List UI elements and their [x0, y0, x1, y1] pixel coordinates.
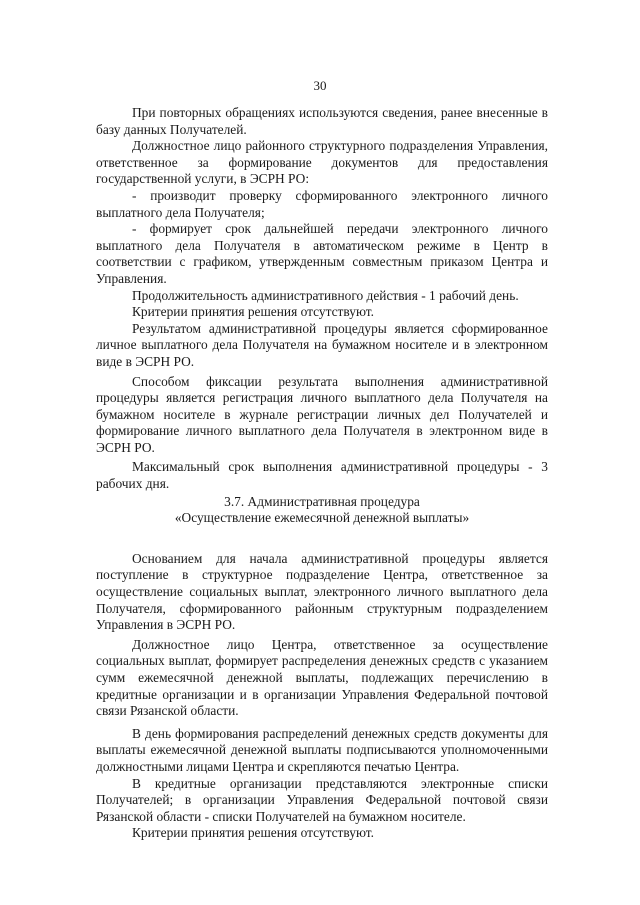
section-title: 3.7. Административная процедура	[224, 493, 420, 509]
section-heading	[96, 494, 548, 527]
paragraph: Способом фиксации результата выполнения административной процедуры является регистрация личного выплатного дела Получателя на бумажном носителе в журнале регистрации личных дел Получателей и формирование личного выплатного дела Получателя в электронном виде в ЭСРН РО.	[96, 373, 548, 455]
paragraph: Должностное лицо районного структурного подразделения Управления, ответственное за формирование документов для предоставления государственной услуги, в ЭСРН РО:	[96, 138, 548, 187]
paragraph: - производит проверку сформированного электронного личного выплатного дела Получателя;	[96, 187, 548, 220]
page-number: 30	[313, 78, 327, 93]
paragraph: Основанием для начала административной процедуры является поступление в структурное подразделение Центра, ответственное за осуществление социальных выплат, электронного личного выплатного дела Получателя, сформированного районным структурным подразделением Управления в ЭСРН РО.	[96, 550, 548, 633]
paragraph: Продолжительность административного действия - 1 рабочий день.	[132, 287, 519, 303]
paragraph: Максимальный срок выполнения административной процедуры - 3 рабочих дня.	[96, 459, 548, 492]
paragraph: Критерии принятия решения отсутствуют.	[132, 304, 374, 320]
paragraph: При повторных обращениях используются сведения, ранее внесенные в базу данных Получателей.	[96, 105, 548, 137]
paragraph: - формирует срок дальнейшей передачи электронного личного выплатного дела Получателя в автоматическом режиме в Центр в соответствии с графиком, утвержденным совместным приказом Центра и Управления.	[96, 221, 548, 286]
document-body	[96, 105, 548, 842]
paragraph: Результатом административной процедуры является сформированное личное выплатного дела Получателя на бумажном носителе и в электронном виде в ЭСРН РО.	[96, 320, 548, 369]
paragraph: В кредитные организации представляются электронные списки Получателей; в организации Управления Федеральной почтовой связи Рязанской области - списки Получателей на бумажном носителе.	[96, 775, 548, 824]
paragraph: В день формирования распределений денежных средств документы для выплаты ежемесячной денежной выплаты подписываются уполномоченными должностными лицами Центра и скрепляются печатью Центра.	[96, 725, 548, 774]
paragraph: Должностное лицо Центра, ответственное за осуществление социальных выплат, формирует распределения денежных средств с указанием сумм ежемесячной денежной выплаты, подлежащих перечислению в кредитные организации и в организации Управления Федеральной почтовой связи Рязанской области.	[96, 636, 548, 719]
section-subtitle: «Осуществление ежемесячной денежной выплаты»	[174, 510, 470, 526]
paragraph: Критерии принятия решения отсутствуют.	[132, 825, 374, 841]
